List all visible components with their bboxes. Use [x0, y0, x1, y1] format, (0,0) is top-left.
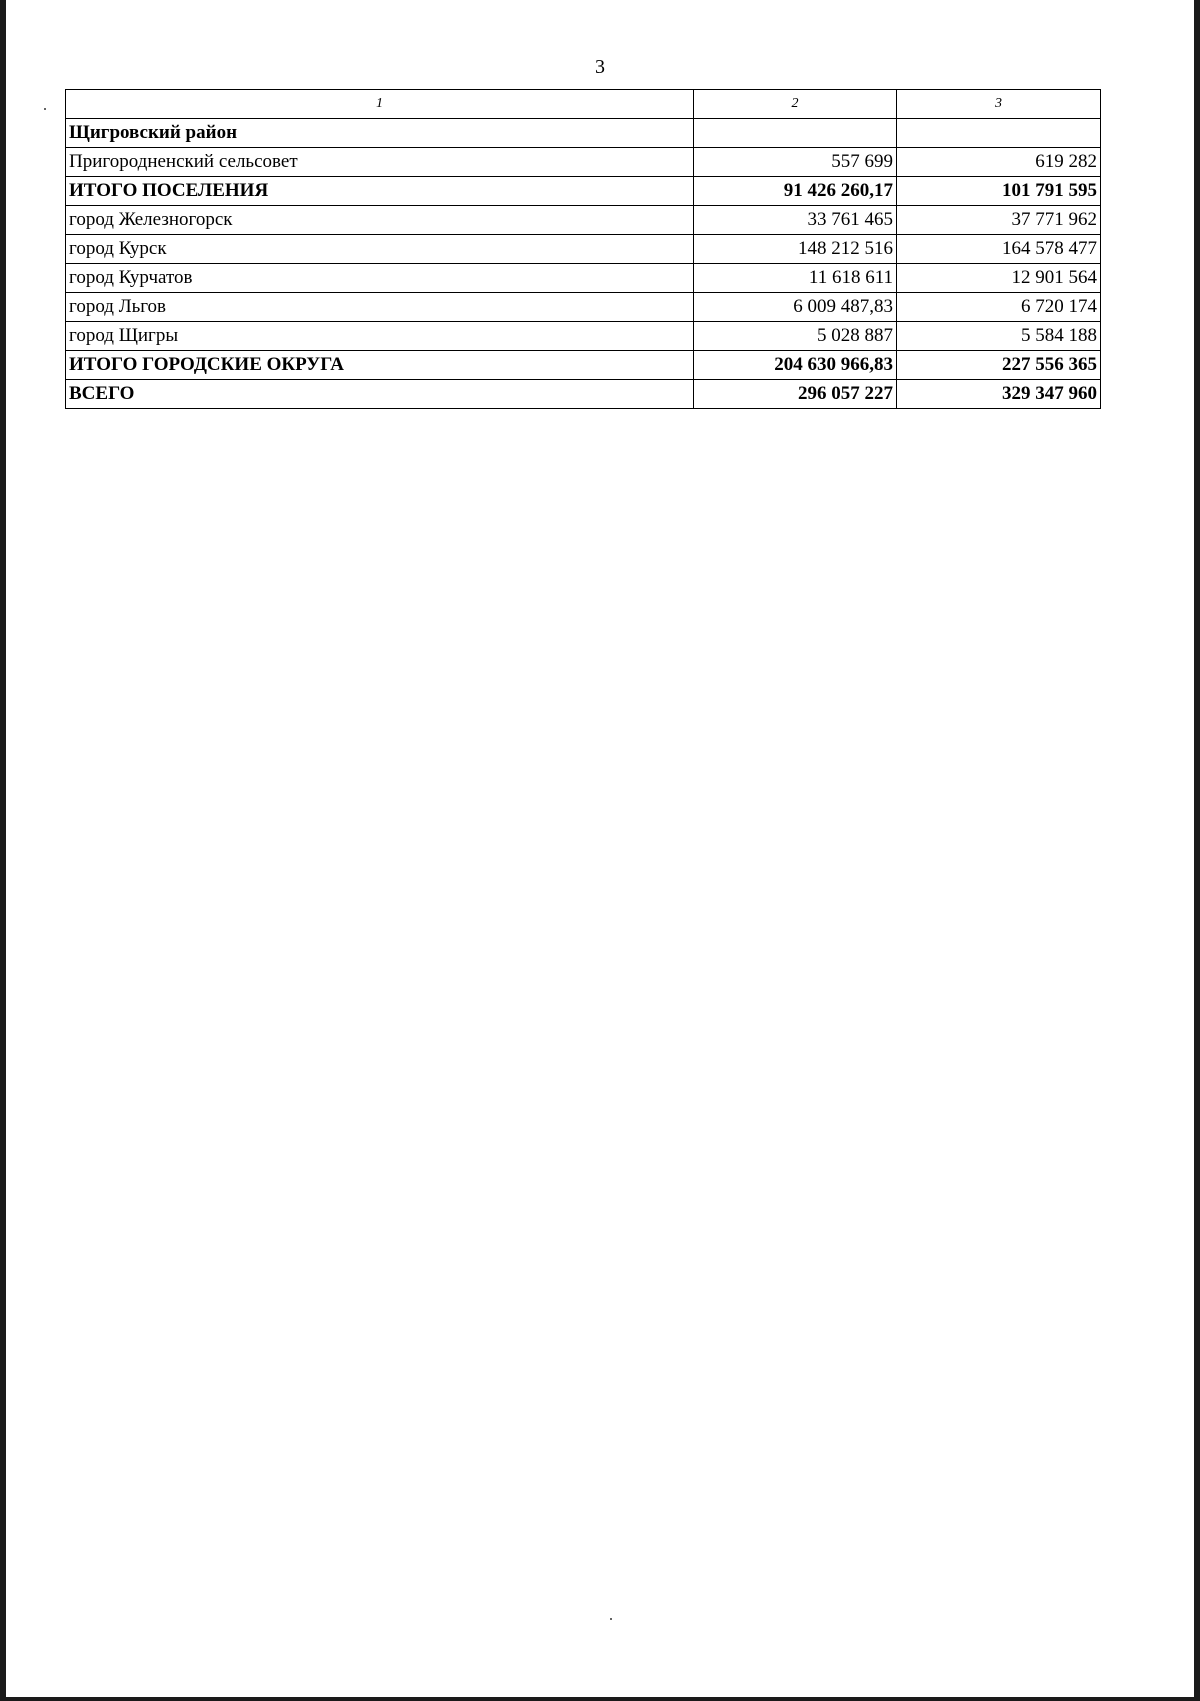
row-name: Пригородненский сельсовет: [66, 148, 694, 177]
scan-edge-left: [0, 0, 6, 1701]
row-value-col2: 91 426 260,17: [694, 177, 897, 206]
scan-speck: [610, 1618, 612, 1620]
scan-speck: [44, 108, 46, 110]
row-value-col3: 6 720 174: [897, 293, 1101, 322]
row-value-col2: 5 028 887: [694, 322, 897, 351]
row-name: ИТОГО ГОРОДСКИЕ ОКРУГА: [66, 351, 694, 380]
table-row: [66, 235, 1101, 264]
scan-edge-bottom: [0, 1697, 1200, 1701]
table-row: [66, 293, 1101, 322]
page-number: 3: [595, 56, 605, 78]
row-name: город Щигры: [66, 322, 694, 351]
row-value-col2: 296 057 227: [694, 380, 897, 409]
row-name: город Курск: [66, 235, 694, 264]
row-name: город Курчатов: [66, 264, 694, 293]
table-row: [66, 322, 1101, 351]
table-row: [66, 206, 1101, 235]
table-row: [66, 119, 1101, 148]
row-value-col2: 557 699: [694, 148, 897, 177]
row-name: ИТОГО ПОСЕЛЕНИЯ: [66, 177, 694, 206]
row-value-col3: 5 584 188: [897, 322, 1101, 351]
row-value-col2: 11 618 611: [694, 264, 897, 293]
row-name: город Льгов: [66, 293, 694, 322]
table-row: [66, 351, 1101, 380]
row-value-col2: 148 212 516: [694, 235, 897, 264]
table-header-row: [66, 90, 1101, 119]
row-value-col2: [694, 119, 897, 148]
row-value-col3: 101 791 595: [897, 177, 1101, 206]
table-row: [66, 148, 1101, 177]
row-value-col3: 164 578 477: [897, 235, 1101, 264]
row-name: Щигровский район: [66, 119, 694, 148]
column-number-2: 2: [694, 90, 897, 119]
row-value-col3: 227 556 365: [897, 351, 1101, 380]
row-value-col3: 329 347 960: [897, 380, 1101, 409]
row-name: город Железногорск: [66, 206, 694, 235]
row-value-col2: 6 009 487,83: [694, 293, 897, 322]
scan-edge-right: [1194, 0, 1200, 1701]
budget-table: [65, 89, 1101, 409]
column-number-1: 1: [66, 90, 694, 119]
row-value-col3: 37 771 962: [897, 206, 1101, 235]
table-row: [66, 264, 1101, 293]
row-value-col2: 33 761 465: [694, 206, 897, 235]
table-row: [66, 380, 1101, 409]
row-value-col3: 619 282: [897, 148, 1101, 177]
row-value-col3: 12 901 564: [897, 264, 1101, 293]
row-value-col3: [897, 119, 1101, 148]
row-value-col2: 204 630 966,83: [694, 351, 897, 380]
column-number-3: 3: [897, 90, 1101, 119]
row-name: ВСЕГО: [66, 380, 694, 409]
table-row: [66, 177, 1101, 206]
